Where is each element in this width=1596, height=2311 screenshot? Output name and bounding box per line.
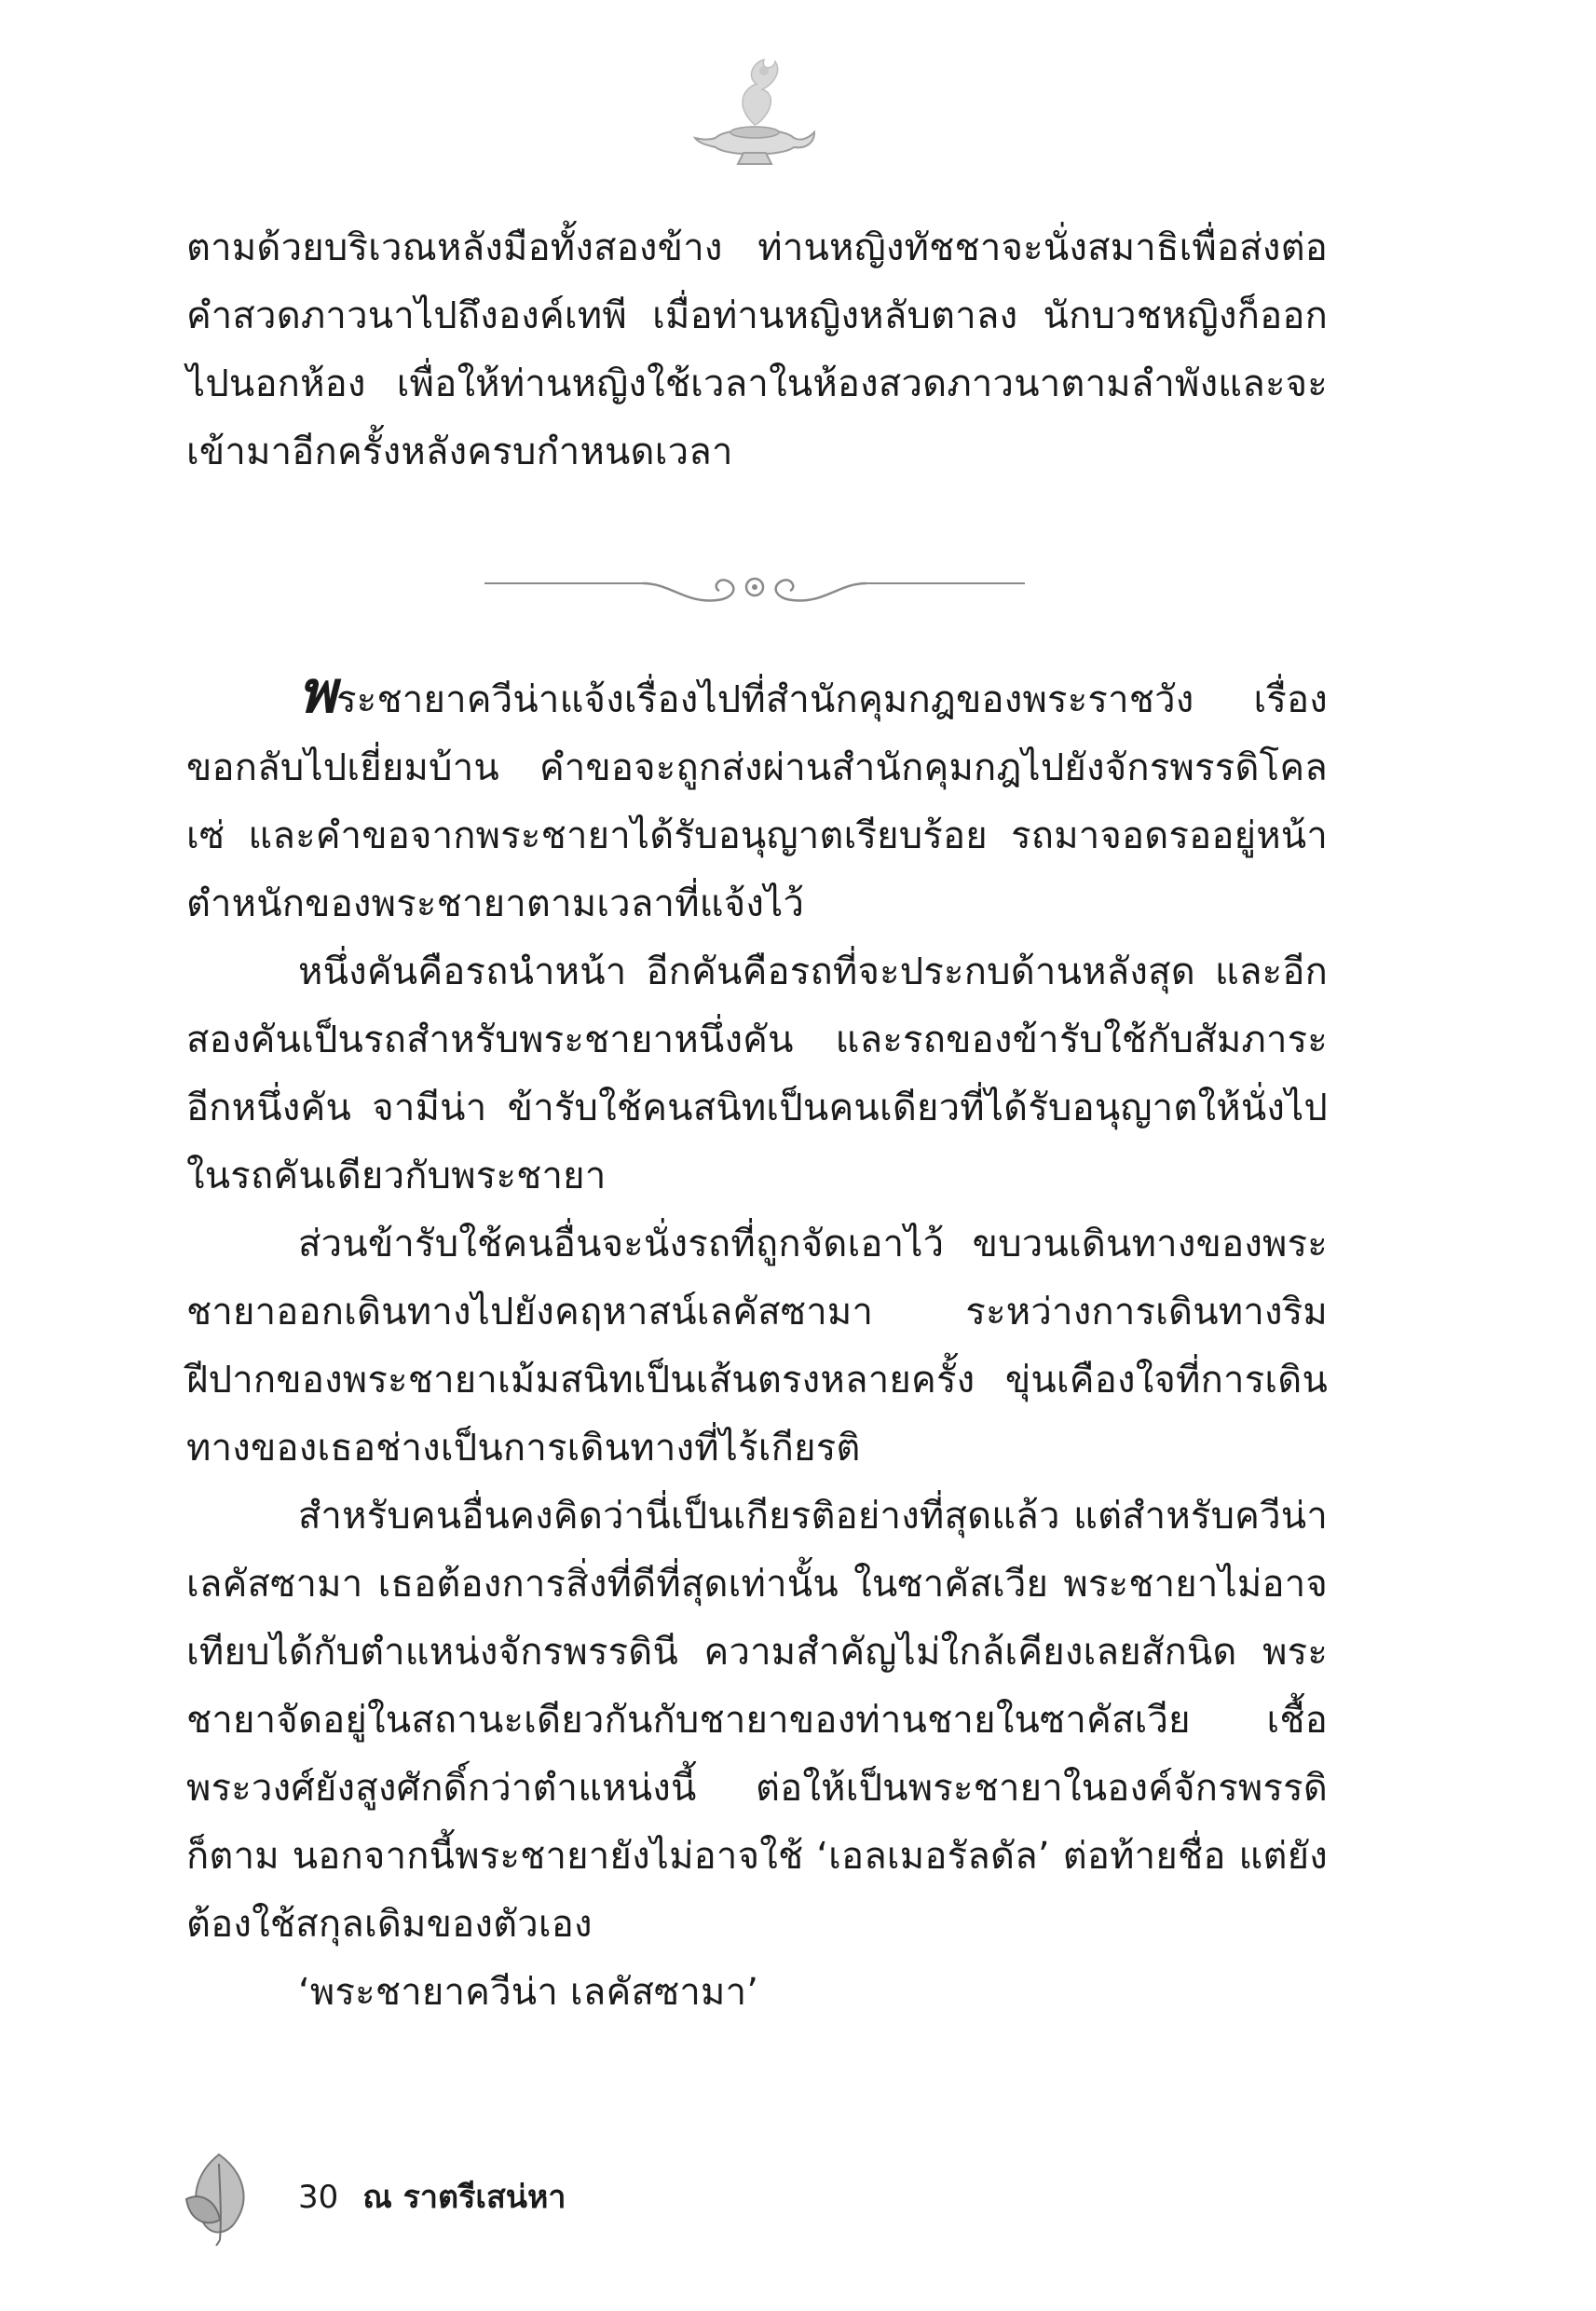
- book-title: ณ ราตรีเสน่หา: [362, 2179, 566, 2216]
- scroll-divider-ornament: [484, 559, 1025, 615]
- page-number: 30: [298, 2179, 339, 2216]
- body-paragraph: สำหรับคนอื่นคงคิดว่านี่เป็นเกียรติอย่างที่สุดแล้ว แต่สำหรับควีน่า เลคัสซามา เธอต้องการสิ่งที่ดีที่สุดเท่านั้น ในซาคัสเวีย พระชายาไม่อาจเทียบได้กับตำแหน่งจักรพรรดินี ความสำคัญไม่ใกล้เคียงเลยสักนิด พระชายาจัดอยู่ในสถานะเดียวกันกับชายาของท่านชายในซาคัสเวีย เชื้อพระวงศ์ยังสูงศักดิ์กว่าตำแหน่งนี้ ต่อให้เป็นพระชายาในองค์จักรพรรดิก็ตาม นอกจากนี้พระชายายังไม่อาจใช้ ‘เอลเมอรัลดัล’ ต่อท้ายชื่อ แต่ยังต้องใช้สกุลเดิมของตัวเอง: [186, 1495, 1328, 1946]
- top-paragraph-block: [186, 214, 1328, 486]
- footer-text: [298, 2171, 566, 2222]
- body-paragraph: ‘พระชายาควีน่า เลคัสซามา’: [298, 1971, 759, 2014]
- paragraph-continuation: ตามด้วยบริเวณหลังมือทั้งสองข้าง ท่านหญิงทัชชาจะนั่งสมาธิเพื่อส่งต่อคำสวดภาวนาไปถึงองค์เทพี เมื่อท่านหญิงหลับตาลง นักบวชหญิงก็ออกไปนอกห้อง เพื่อให้ท่านหญิงใช้เวลาในห้องสวดภาวนาตามลำพังและจะเข้ามาอีกครั้งหลังครบกำหนดเวลา: [186, 226, 1328, 473]
- section-first-paragraph: [186, 658, 1328, 938]
- page-footer: [168, 2143, 820, 2255]
- main-section-block: [186, 658, 1328, 2027]
- leaf-icon: [168, 2143, 270, 2246]
- body-paragraph: ส่วนข้ารับใช้คนอื่นจะนั่งรถที่ถูกจัดเอาไว้ ขบวนเดินทางของพระชายาออกเดินทางไปยังคฤหาสน์เลคัสซามา ระหว่างการเดินทางริมฝีปากของพระชายาเม้มสนิทเป็นเส้นตรงหลายครั้ง ขุ่นเคืองใจที่การเดินทางของเธอช่างเป็นการเดินทางที่ไร้เกียรติ: [186, 1223, 1328, 1470]
- drop-cap-letter: พ: [298, 658, 337, 726]
- body-paragraph: หนึ่งคันคือรถนำหน้า อีกคันคือรถที่จะประกบด้านหลังสุด และอีกสองคันเป็นรถสำหรับพระชายาหนึ่งคัน และรถของข้ารับใช้กับสัมภาระอีกหนึ่งคัน จามีน่า ข้ารับใช้คนสนิทเป็นคนเดียวที่ได้รับอนุญาตให้นั่งไปในรถคันเดียวกับพระชายา: [186, 950, 1328, 1197]
- section-first-paragraph-text: ระชายาควีน่าแจ้งเรื่องไปที่สำนักคุมกฎของพระราชวัง เรื่องขอกลับไปเยี่ยมบ้าน คำขอจะถูกส่งผ่านสำนักคุมกฎไปยังจักรพรรดิโคลเซ่ และคำขอจากพระชายาได้รับอนุญาตเรียบร้อย รถมาจอดรออยู่หน้าตำหนักของพระชายาตามเวลาที่แจ้งไว้: [186, 678, 1328, 925]
- genie-lamp-icon: [689, 52, 820, 173]
